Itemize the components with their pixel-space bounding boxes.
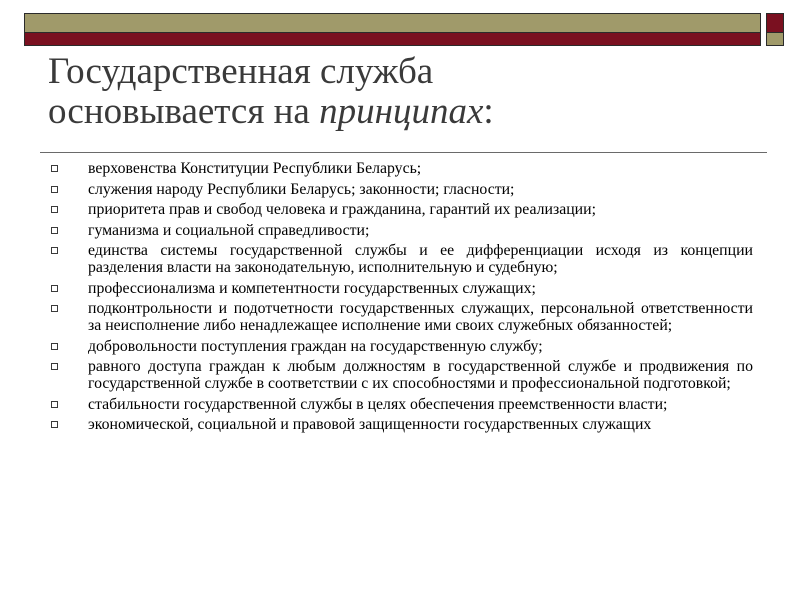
hollow-square-bullet-icon (51, 165, 58, 172)
title-line-1: Государственная служба (48, 51, 434, 92)
header-bar-olive (24, 13, 761, 33)
hollow-square-bullet-icon (51, 285, 58, 292)
header-square-olive (766, 33, 784, 46)
list-item (48, 338, 753, 355)
list-item (48, 358, 753, 392)
list-item-text: единства системы государственной службы и ее дифференциации исходя из концепции разделения власти на законодательную, исполнительную и судебную; (88, 242, 753, 276)
hollow-square-bullet-icon (51, 227, 58, 234)
title-line-2-prefix: основывается на (48, 91, 320, 132)
title-line-2 (48, 92, 748, 132)
list-item (48, 181, 753, 198)
header-square-maroon (766, 13, 784, 33)
list-item-text: подконтрольности и подотчетности государственных служащих, персональной ответственности за неисполнение либо ненадлежащее исполнение ими своих служебных обязанностей; (88, 300, 753, 334)
list-item-text: экономической, социальной и правовой защищенности государственных служащих (88, 416, 652, 433)
title-line-2-suffix: : (483, 91, 494, 132)
list-item (48, 300, 753, 334)
list-item-text: служения народу Республики Беларусь; законности; гласности; (88, 180, 515, 198)
list-item (48, 160, 753, 177)
list-item (48, 416, 753, 433)
list-item-text: гуманизма и социальной справедливости; (88, 221, 370, 239)
hollow-square-bullet-icon (51, 401, 58, 408)
title-emphasis: принципах (319, 91, 484, 132)
title-divider (40, 152, 767, 153)
list-item (48, 242, 753, 276)
hollow-square-bullet-icon (51, 305, 58, 312)
list-item-text: равного доступа граждан к любым должностям в государственной службе и продвижения по государственной службе в соответствии с их способностями и профессиональной подготовкой; (88, 358, 753, 392)
list-item-text: профессионализма и компетентности государственных служащих; (88, 279, 536, 297)
hollow-square-bullet-icon (51, 343, 58, 350)
list-item (48, 396, 753, 413)
principles-list (48, 160, 753, 437)
hollow-square-bullet-icon (51, 186, 58, 193)
list-item (48, 201, 753, 218)
list-item-text: добровольности поступления граждан на государственную службу; (88, 337, 543, 355)
list-item (48, 280, 753, 297)
list-item-text: верховенства Конституции Республики Беларусь; (88, 160, 422, 177)
header-bar-maroon (24, 33, 761, 46)
hollow-square-bullet-icon (51, 206, 58, 213)
hollow-square-bullet-icon (51, 247, 58, 254)
list-item-text: стабильности государственной службы в целях обеспечения преемственности власти; (88, 395, 668, 413)
list-item (48, 222, 753, 239)
hollow-square-bullet-icon (51, 363, 58, 370)
hollow-square-bullet-icon (51, 421, 58, 428)
list-item-text: приоритета прав и свобод человека и гражданина, гарантий их реализации; (88, 201, 596, 218)
slide-title (48, 52, 748, 132)
